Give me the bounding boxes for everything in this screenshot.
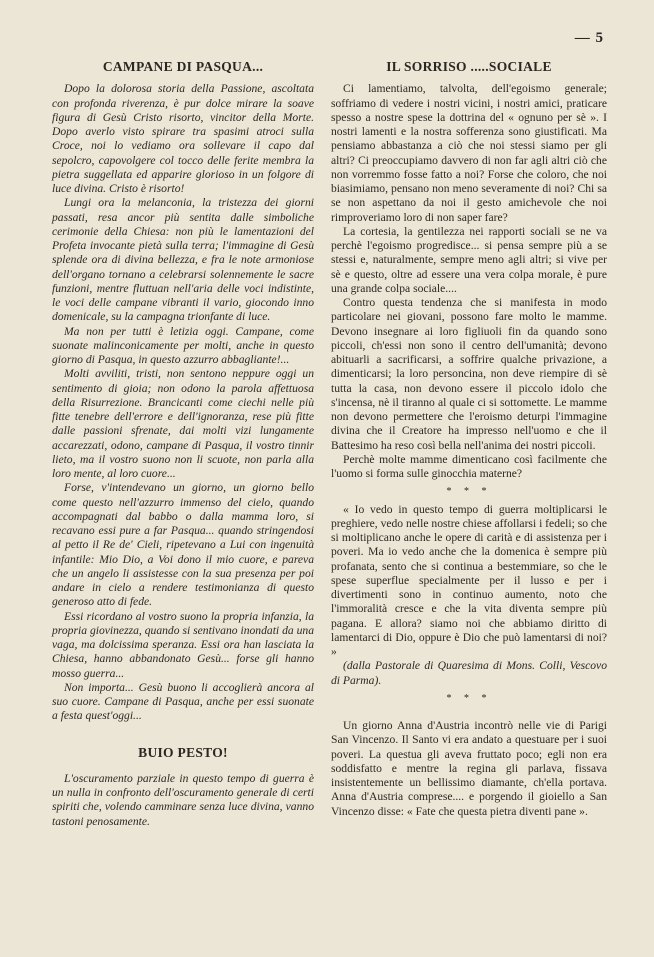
paragraph: L'oscuramento parziale in questo tempo di guerra è un nulla in confronto dell'oscuramento generale di certi spiriti che, volendo camminare senza luce divina, vanno tastoni penosamente. xyxy=(52,771,314,828)
left-column xyxy=(52,60,314,829)
paragraph: Molti avviliti, tristi, non sentono neppure oggi un sentimento di gioia; non odono la parola affettuosa della Risurrezione. Brancicanti come ciechi nelle più fitte tenebre dell'errore e dell'ignoranza, rese più fitte dalle passioni sfrenate, dai molti vizi lungamente accarezzati, odono, campane di Pasqua, il vostro tinnir lieto, ma il vostro suono non li scuote, non parla alla loro mente, al loro cuore... xyxy=(52,367,314,480)
story-paragraph: Un giorno Anna d'Austria incontrò nelle vie di Parigi San Vincenzo. Il Santo vi era andato a questuare per i suoi poveri. La questua gli aveva fruttato poco; egli non era soddisfatto e mentre la regina gli parlava, fissava insistentemente un bellissimo diamante, ch'ella portava. Anna d'Austria comprese.... e porgendo il gioiello a San Vincenzo disse: « Fate che questa pietra diventi pane ». xyxy=(331,719,607,818)
quote-paragraph: « Io vedo in questo tempo di guerra moltiplicarsi le preghiere, vedo nelle nostre chiese affollarsi i fedeli; so che si moltiplicano anche le opere di carità e di assistenza per i poveri. Ma io vedo anche che la domenica è sempre più profanata, sento che si continua a bestemmiare, so che le spese superflue specialmente per il lusso e per i divertimenti sono in continuo aumento, noto che l'immoralità cresce e che la vita diventa sempre più pagana. E allora? siamo noi che abbiamo diritto di lamentarci di Dio, oppure è Dio che può lamentarsi di noi? » xyxy=(331,502,607,658)
article-title-campane: CAMPANE DI PASQUA... xyxy=(102,59,264,74)
page-number: — 5 xyxy=(574,30,604,46)
paragraph: Ci lamentiamo, talvolta, dell'egoismo generale; soffriamo di vedere i nostri vicini, i nostri amici, praticare spesso a nostre spese la dottrina del « ognuno per sè ». I nostri lamenti e la nostra sofferenza sono giustificati. Ma pensiamo abbastanza a ciò che noi stessi siamo per gli altri? Ci preoccupiamo davvero di non far agli altri ciò che non vorremmo fosse fatto a noi? Forse che coloro, che noi biasimiamo, pensano non meno severamente di noi? Chi sa se non aspettano da noi il gesto amichevole che noi rimproveriamo loro di non saper fare? xyxy=(331,82,607,224)
paragraph: Lungi ora la melanconia, la tristezza dei giorni passati, resa ancor più sentita dalle simboliche cerimonie della Chiesa: non più le lamentazioni del Profeta invocante pietà sulla terra; l'immagine di Gesù splende ora di divina bellezza, e fra le note armoniose dell'organo tornano a celebrarsi solennemente le sacre funzioni, mentre fluttuan nell'aria delle voci indistinte, le voci delle campane vibranti il vario, giocondo inno domenicale, su la campagna trionfante di luce. xyxy=(52,196,314,324)
paragraph: Forse, v'intendevano un giorno, un giorno bello come questo nell'azzurro immenso del cielo, quando accompagnati dal babbo o dalla mamma loro, si recavano essi pure a far Pasqua... quando stringendosi al petto il Re de' Cieli, ripetevano a Lui con ingenuità infantile: Mio Dio, a Voi dono il mio cuore, e pareva che un angelo li assistesse con la sua presenza per poi andare in cielo a rendere testimonianza di questo generoso atto di fede. xyxy=(52,481,314,609)
paragraph: La cortesia, la gentilezza nei rapporti sociali se ne va perchè l'egoismo progredisce... si pensa sempre più a se stessi e, naturalmente, sempre meno agli altri; si vive per sè e questo, oltre ad essere una vera colpa morale, è pure una grande colpa sociale.... xyxy=(331,224,607,295)
quote-source: (dalla Pastorale di Quaresima di Mons. Colli, Vescovo di Parma). xyxy=(331,659,607,687)
paragraph: Non importa... Gesù buono li accoglierà ancora al suo cuore. Campane di Pasqua, anche per essi suonate a festa quest'oggi... xyxy=(52,680,314,723)
paragraph: Perchè molte mamme dimenticano così facilmente che l'uomo si forma sulle ginocchia materne? xyxy=(331,452,607,480)
paragraph: Contro questa tendenza che si manifesta in modo particolare nei giovani, possono fare molto le mamme. Devono insegnare ai loro figliuoli fin da quando sono piccoli, ch'essi non sono il centro dell'umanità; devono abituarli a sacrificarsi, a soffrire qualche privazione, a dimenticarsi; la loro personcina, non deve riempire di sè tutta la casa, non devono essere il piccolo idolo che s'incensa, nè il tiranno al quale ci si sottomette. Le mamme non devono permettere che l'eroismo deturpi l'immagine divina che il Creatore ha impresso nell'uomo e che il Battesimo ha reso così bella nell'anima dei nostri piccoli. xyxy=(331,296,607,452)
article-title-sorriso: IL SORRISO .....SOCIALE xyxy=(386,59,552,74)
paragraph: Ma non per tutti è letizia oggi. Campane, come suonate malinconicamente per molti, anche in questo giorno di Pasqua, in questo azzurro abbagliante!... xyxy=(52,324,314,366)
right-column xyxy=(331,60,607,819)
article-title-buio: BUIO PESTO! xyxy=(138,744,228,760)
paragraph: Dopo la dolorosa storia della Passione, ascoltata con profonda riverenza, è pur dolce mirare la soave figura di Gesù Cristo risorto, vincitor della Morte. Dopo averlo visto spirare tra spasimi atroci sulla Croce, noi lo vediamo ora sollevare il capo dal sepolcro, capovolgere col tocco delle ferite membra la pietra suggellata ed apparire glorioso in un folgore di luce divina. Cristo è risorto! xyxy=(52,82,314,195)
section-separator: * * * xyxy=(446,486,492,498)
paragraph: Essi ricordano al vostro suono la propria infanzia, la propria giovinezza, quando si sentivano inondati da una vaga, ma dolcissima speranza. Essi ora han lasciata la Chiesa, hanno abbandonato Gesù... forse gli hanno mosso guerra... xyxy=(52,609,314,680)
section-separator: * * * xyxy=(446,692,492,704)
